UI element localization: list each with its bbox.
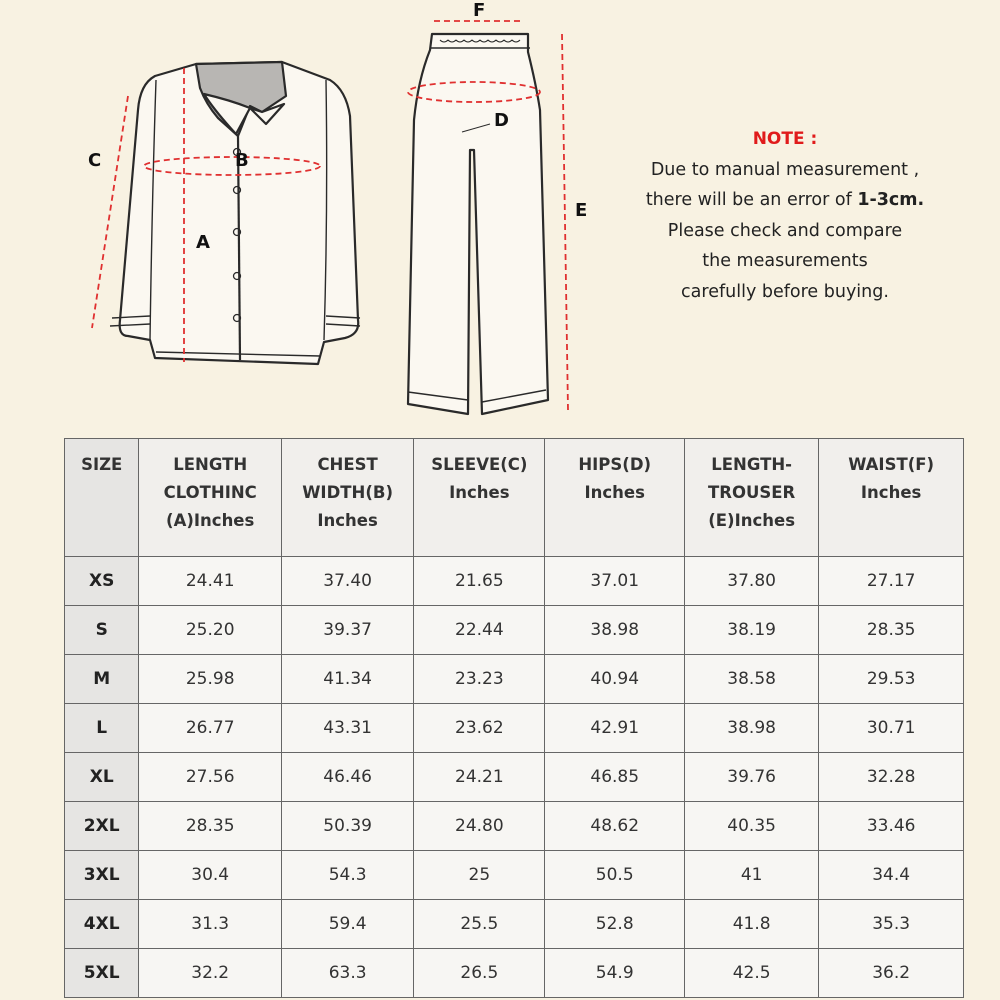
measurement-cell: 24.80 — [414, 802, 545, 851]
measurement-cell: 38.19 — [684, 606, 818, 655]
measurement-cell: 48.62 — [545, 802, 685, 851]
column-header — [281, 439, 413, 557]
measurement-cell: 37.40 — [281, 557, 413, 606]
column-header-line: CLOTHINC — [163, 483, 257, 502]
note-line-1: Due to manual measurement , — [650, 159, 920, 180]
measurement-cell: 41.34 — [281, 655, 413, 704]
size-cell: L — [65, 704, 139, 753]
measurement-cell: 41 — [684, 851, 818, 900]
label-b: B — [235, 150, 249, 171]
label-f: F — [473, 0, 486, 21]
measurement-cell: 23.23 — [414, 655, 545, 704]
column-header — [65, 439, 139, 557]
table-row — [65, 606, 964, 655]
size-cell: XS — [65, 557, 139, 606]
size-chart-table — [64, 438, 964, 998]
table-row — [65, 949, 964, 998]
size-cell: 3XL — [65, 851, 139, 900]
column-header — [139, 439, 282, 557]
label-e: E — [575, 200, 588, 221]
note-line-4: the measurements — [702, 251, 868, 271]
column-header — [819, 439, 964, 557]
trouser-drawing — [408, 34, 548, 414]
measurement-cell: 30.4 — [139, 851, 282, 900]
label-a: A — [196, 232, 210, 253]
measurement-cell: 41.8 — [684, 900, 818, 949]
column-header-line: Inches — [584, 483, 645, 502]
measurement-cell: 43.31 — [281, 704, 413, 753]
measurement-cell: 30.71 — [819, 704, 964, 753]
measurement-cell: 38.98 — [545, 606, 685, 655]
measurement-cell: 34.4 — [819, 851, 964, 900]
measurement-cell: 28.35 — [819, 606, 964, 655]
measurement-cell: 32.28 — [819, 753, 964, 802]
label-c: C — [88, 150, 102, 171]
measurement-cell: 54.9 — [545, 949, 685, 998]
note-line-3: Please check and compare — [667, 220, 903, 241]
measurement-cell: 38.98 — [684, 704, 818, 753]
column-header-line: LENGTH — [173, 455, 248, 474]
column-header-line: HIPS(D) — [578, 455, 652, 474]
measurement-cell: 40.94 — [545, 655, 685, 704]
column-header-line: (E)Inches — [708, 511, 796, 530]
measurement-cell: 22.44 — [414, 606, 545, 655]
table-row — [65, 557, 964, 606]
size-cell: 4XL — [65, 900, 139, 949]
measurement-cell: 26.77 — [139, 704, 282, 753]
note-line-2-text: there will be an error of — [645, 190, 858, 210]
column-header-line: SLEEVE(C) — [431, 455, 528, 474]
measurement-cell: 42.5 — [684, 949, 818, 998]
table-row — [65, 851, 964, 900]
measurement-cell: 27.17 — [819, 557, 964, 606]
note-line-2 — [620, 185, 950, 216]
table-body — [65, 557, 964, 998]
measurement-cell: 54.3 — [281, 851, 413, 900]
measurement-cell: 25.5 — [414, 900, 545, 949]
measurement-cell: 59.4 — [281, 900, 413, 949]
column-header — [545, 439, 685, 557]
measurement-cell: 40.35 — [684, 802, 818, 851]
label-d: D — [494, 110, 509, 131]
measurement-cell: 21.65 — [414, 557, 545, 606]
note-error-range: 1-3cm. — [857, 190, 925, 210]
size-cell: M — [65, 655, 139, 704]
measurement-cell: 33.46 — [819, 802, 964, 851]
column-header — [414, 439, 545, 557]
size-cell: XL — [65, 753, 139, 802]
shirt-drawing — [110, 62, 360, 364]
measurement-cell: 37.80 — [684, 557, 818, 606]
measurement-cell: 25 — [414, 851, 545, 900]
column-header-line: TROUSER — [708, 483, 796, 502]
measurement-cell: 25.98 — [139, 655, 282, 704]
column-header-line: Inches — [317, 511, 378, 530]
column-header-line: LENGTH- — [711, 455, 793, 474]
measurement-cell: 38.58 — [684, 655, 818, 704]
measurement-cell: 26.5 — [414, 949, 545, 998]
measurement-cell: 36.2 — [819, 949, 964, 998]
measurement-cell: 50.5 — [545, 851, 685, 900]
measurement-cell: 52.8 — [545, 900, 685, 949]
measurement-cell: 27.56 — [139, 753, 282, 802]
column-header-line: SIZE — [81, 455, 123, 474]
table-row — [65, 753, 964, 802]
measurement-cell: 31.3 — [139, 900, 282, 949]
measurement-cell: 42.91 — [545, 704, 685, 753]
measurement-cell: 25.20 — [139, 606, 282, 655]
measurement-cell: 46.46 — [281, 753, 413, 802]
measurement-cell: 46.85 — [545, 753, 685, 802]
note-line-5: carefully before buying. — [681, 281, 889, 302]
column-header-line: (A)Inches — [166, 511, 255, 530]
measurement-cell: 50.39 — [281, 802, 413, 851]
measurement-cell: 39.37 — [281, 606, 413, 655]
column-header-line: WIDTH(B) — [302, 483, 393, 502]
table-row — [65, 704, 964, 753]
column-header-line: Inches — [860, 483, 922, 502]
size-cell: 2XL — [65, 802, 139, 851]
table-row — [65, 802, 964, 851]
measurement-cell: 39.76 — [684, 753, 818, 802]
measurement-cell: 35.3 — [819, 900, 964, 949]
table-row — [65, 655, 964, 704]
measurement-cell: 37.01 — [545, 557, 685, 606]
measurement-cell: 24.21 — [414, 753, 545, 802]
column-header-line: WAIST(F) — [848, 455, 935, 474]
column-header-line: Inches — [449, 483, 510, 502]
column-header — [684, 439, 818, 557]
measurement-cell: 24.41 — [139, 557, 282, 606]
note-title: NOTE : — [752, 129, 818, 149]
size-cell: 5XL — [65, 949, 139, 998]
table-header-row — [65, 439, 964, 557]
measurement-cell: 28.35 — [139, 802, 282, 851]
measurement-cell: 29.53 — [819, 655, 964, 704]
size-cell: S — [65, 606, 139, 655]
measurement-cell: 23.62 — [414, 704, 545, 753]
table-row — [65, 900, 964, 949]
measurement-cell: 63.3 — [281, 949, 413, 998]
measurement-cell: 32.2 — [139, 949, 282, 998]
measurement-note — [620, 124, 950, 307]
column-header-line: CHEST — [317, 455, 378, 474]
